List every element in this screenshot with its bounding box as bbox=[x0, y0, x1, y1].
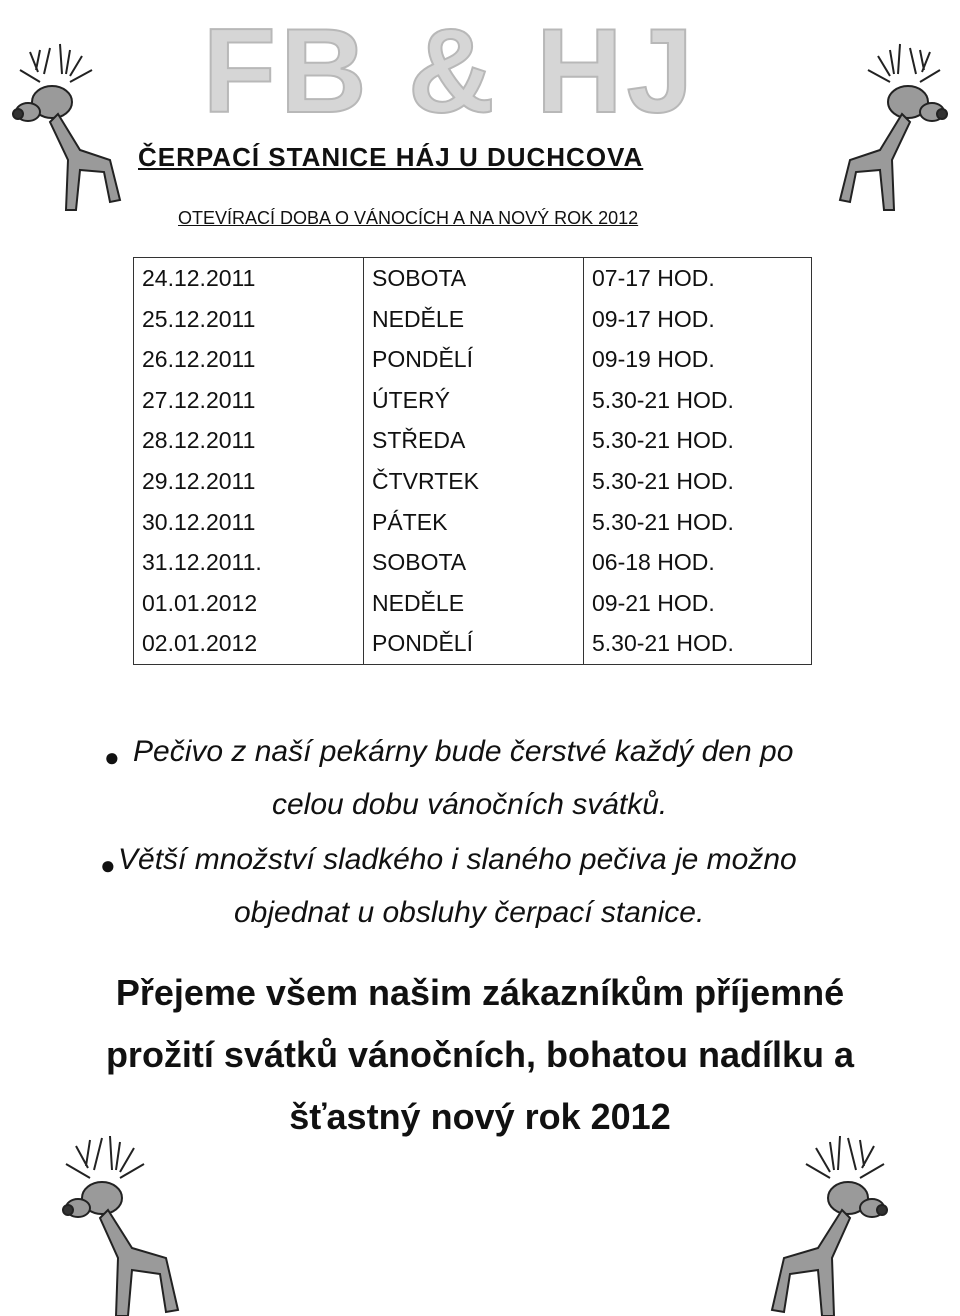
hours-cell: 09-21 HOD. bbox=[584, 583, 812, 624]
note-line: Pečivo z naší pekárny bude čerstvé každý den po bbox=[133, 735, 794, 768]
table-row bbox=[134, 380, 812, 421]
table-row bbox=[134, 542, 812, 583]
hours-cell: 06-18 HOD. bbox=[584, 542, 812, 583]
date-cell: 26.12.2011 bbox=[134, 339, 364, 380]
opening-hours-table bbox=[133, 257, 812, 665]
hours-cell: 5.30-21 HOD. bbox=[584, 380, 812, 421]
day-cell: PONDĚLÍ bbox=[364, 339, 584, 380]
table-row bbox=[134, 461, 812, 502]
day-cell: STŘEDA bbox=[364, 420, 584, 461]
table-row bbox=[134, 339, 812, 380]
date-cell: 29.12.2011 bbox=[134, 461, 364, 502]
day-cell: NEDĚLE bbox=[364, 583, 584, 624]
page-title: ČERPACÍ STANICE HÁJ U DUCHCOVA bbox=[138, 142, 644, 172]
hours-cell: 07-17 HOD. bbox=[584, 258, 812, 299]
fb-hj-logo bbox=[170, 0, 730, 140]
hours-cell: 5.30-21 HOD. bbox=[584, 420, 812, 461]
page-subtitle: OTEVÍRACÍ DOBA O VÁNOCÍCH A NA NOVÝ ROK 2012 bbox=[178, 208, 639, 228]
bullet-icon: ● bbox=[104, 742, 120, 772]
closing-line: šťastný nový rok 2012 bbox=[289, 1096, 671, 1137]
reindeer-icon bbox=[830, 30, 960, 220]
date-cell: 02.01.2012 bbox=[134, 623, 364, 664]
date-cell: 25.12.2011 bbox=[134, 299, 364, 340]
day-cell: SOBOTA bbox=[364, 542, 584, 583]
reindeer-icon bbox=[40, 1130, 190, 1316]
day-cell: PONDĚLÍ bbox=[364, 623, 584, 664]
day-cell: NEDĚLE bbox=[364, 299, 584, 340]
date-cell: 28.12.2011 bbox=[134, 420, 364, 461]
table-row bbox=[134, 623, 812, 664]
reindeer-icon bbox=[760, 1130, 910, 1316]
closing-line: prožití svátků vánočních, bohatou nadílku a bbox=[105, 1034, 855, 1075]
table-row bbox=[134, 299, 812, 340]
logo-text: FB & HJ bbox=[202, 4, 698, 138]
day-cell: SOBOTA bbox=[364, 258, 584, 299]
day-cell: PÁTEK bbox=[364, 502, 584, 543]
date-cell: 30.12.2011 bbox=[134, 502, 364, 543]
hours-cell: 09-19 HOD. bbox=[584, 339, 812, 380]
closing-line: Přejeme všem našim zákazníkům příjemné bbox=[115, 972, 845, 1013]
note-line: Větší množství sladkého i slaného pečiva je možno bbox=[118, 843, 797, 876]
bullet-icon: ● bbox=[100, 850, 116, 880]
hours-cell: 5.30-21 HOD. bbox=[584, 502, 812, 543]
date-cell: 01.01.2012 bbox=[134, 583, 364, 624]
note-line: objednat u obsluhy čerpací stanice. bbox=[234, 896, 705, 929]
hours-cell: 5.30-21 HOD. bbox=[584, 623, 812, 664]
reindeer-icon bbox=[0, 30, 130, 220]
note-line: celou dobu vánočních svátků. bbox=[272, 788, 668, 821]
table-row bbox=[134, 258, 812, 299]
day-cell: ÚTERÝ bbox=[364, 380, 584, 421]
date-cell: 27.12.2011 bbox=[134, 380, 364, 421]
closing-greeting bbox=[0, 962, 960, 1148]
table-row bbox=[134, 502, 812, 543]
hours-cell: 09-17 HOD. bbox=[584, 299, 812, 340]
date-cell: 24.12.2011 bbox=[134, 258, 364, 299]
table-row bbox=[134, 420, 812, 461]
date-cell: 31.12.2011. bbox=[134, 542, 364, 583]
hours-cell: 5.30-21 HOD. bbox=[584, 461, 812, 502]
day-cell: ČTVRTEK bbox=[364, 461, 584, 502]
table-row bbox=[134, 583, 812, 624]
